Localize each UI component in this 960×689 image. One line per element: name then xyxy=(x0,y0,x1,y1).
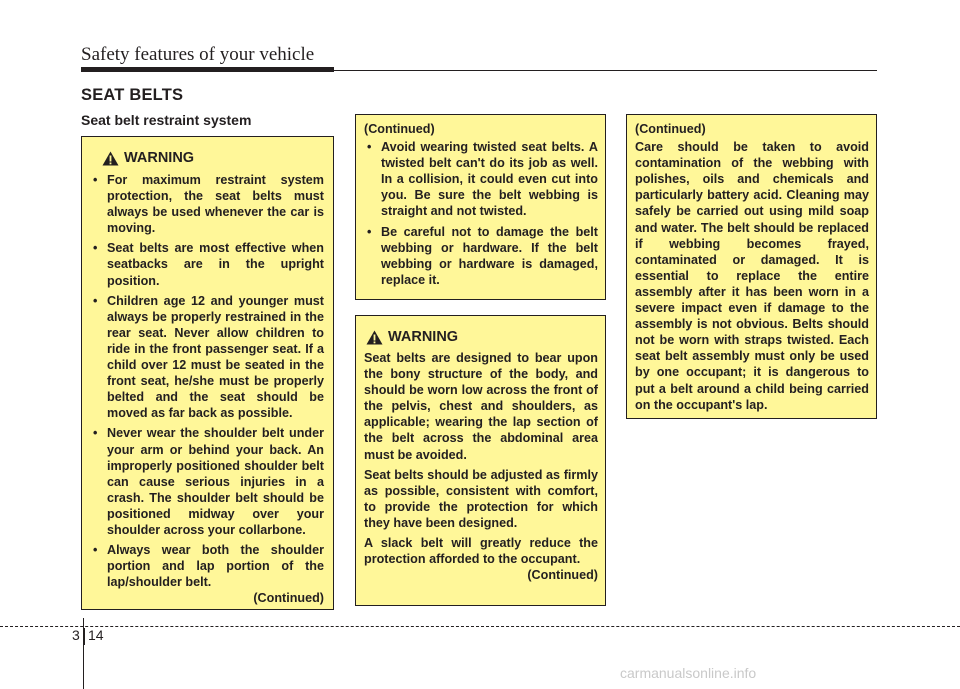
paragraph: Seat belts are designed to bear upon the bony structure of the body, and should be worn low across the front of the pelvis, chest and shoulders, as applicable; wearing the lap section of the belt across the abdominal area must be avoided. xyxy=(364,351,598,462)
page-number-separator xyxy=(84,628,85,645)
warning-label: WARNING xyxy=(124,150,195,166)
section-title: SEAT BELTS xyxy=(81,86,184,104)
page-dash-line xyxy=(0,626,960,627)
paragraph: A slack belt will greatly reduce the protection afforded to the occupant. xyxy=(364,536,598,567)
warning-heading-3 xyxy=(366,328,598,346)
page-number: 14 xyxy=(88,627,104,643)
list-item: • Avoid wearing twisted seat belts. A twisted belt can't do its job as well. In a collision, it could even cut into you. Be sure the belt webbing is straight and not twisted. xyxy=(364,139,598,219)
watermark: carmanualsonline.info xyxy=(620,665,757,681)
continued-label: (Continued) xyxy=(527,568,598,583)
warning-box-2 xyxy=(355,114,606,300)
warning-heading-1 xyxy=(102,149,324,167)
continued-label: (Continued) xyxy=(253,591,324,606)
bullet-list-1 xyxy=(90,172,324,590)
list-item: • Never wear the shoulder belt under your arm or behind your back. An improperly positioned shoulder belt can cause serious injuries in a crash. The shoulder belt should be positioned midway over your shoulder across your collarbone. xyxy=(90,425,324,538)
list-item: • For maximum restraint system protection, the seat belts must always be used whenever the car is moving. xyxy=(90,172,324,236)
paragraph: Seat belts should be adjusted as firmly as possible, consistent with comfort, to provide the protection for which they have been designed. xyxy=(364,467,598,530)
list-item: • Seat belts are most effective when seatbacks are in the upright position. xyxy=(90,240,324,288)
continued-top-label: (Continued) xyxy=(635,122,706,136)
warning-box-4 xyxy=(626,114,877,419)
list-item: • Be careful not to damage the belt webbing or hardware. If the belt webbing or hardware is damaged, replace it. xyxy=(364,224,598,288)
warning-triangle-icon xyxy=(366,330,383,345)
header-title: Safety features of your vehicle xyxy=(81,44,315,65)
paragraph: Care should be taken to avoid contamination of the webbing with polishes, oils and chemicals and particularly battery acid. Cleaning may safely be carried out using mild soap and water. The belt should be replaced if webbing becomes frayed, contaminated or damaged. It is essential to replace the entire assembly after it has been worn in a severe impact even if damage to the assembly is not obvious. Belts should not be worn with straps twisted. Each seat belt assembly must only be used by one occupant; it is dangerous to put a belt around a child being carried on the occupant's lap. xyxy=(635,140,869,412)
warning-box-1 xyxy=(81,136,334,610)
warning-triangle-icon xyxy=(102,151,119,166)
page-section-number: 3 xyxy=(72,627,80,643)
warning-box-3 xyxy=(355,315,606,606)
continued-top-label: (Continued) xyxy=(364,122,435,136)
header-bar xyxy=(81,67,334,72)
list-item: • Children age 12 and younger must always be properly restrained in the rear seat. Never allow children to ride in the front passenger seat. If a child over 12 must be seated in the front seat, he/she must be properly belted and the seat should be moved as far back as possible. xyxy=(90,293,324,422)
warning-label: WARNING xyxy=(388,329,459,345)
subsection-title: Seat belt restraint system xyxy=(81,112,252,128)
bullet-list-2 xyxy=(364,139,598,288)
list-item: • Always wear both the shoulder portion and lap portion of the lap/shoulder belt. xyxy=(90,542,324,590)
header-line xyxy=(334,70,877,71)
